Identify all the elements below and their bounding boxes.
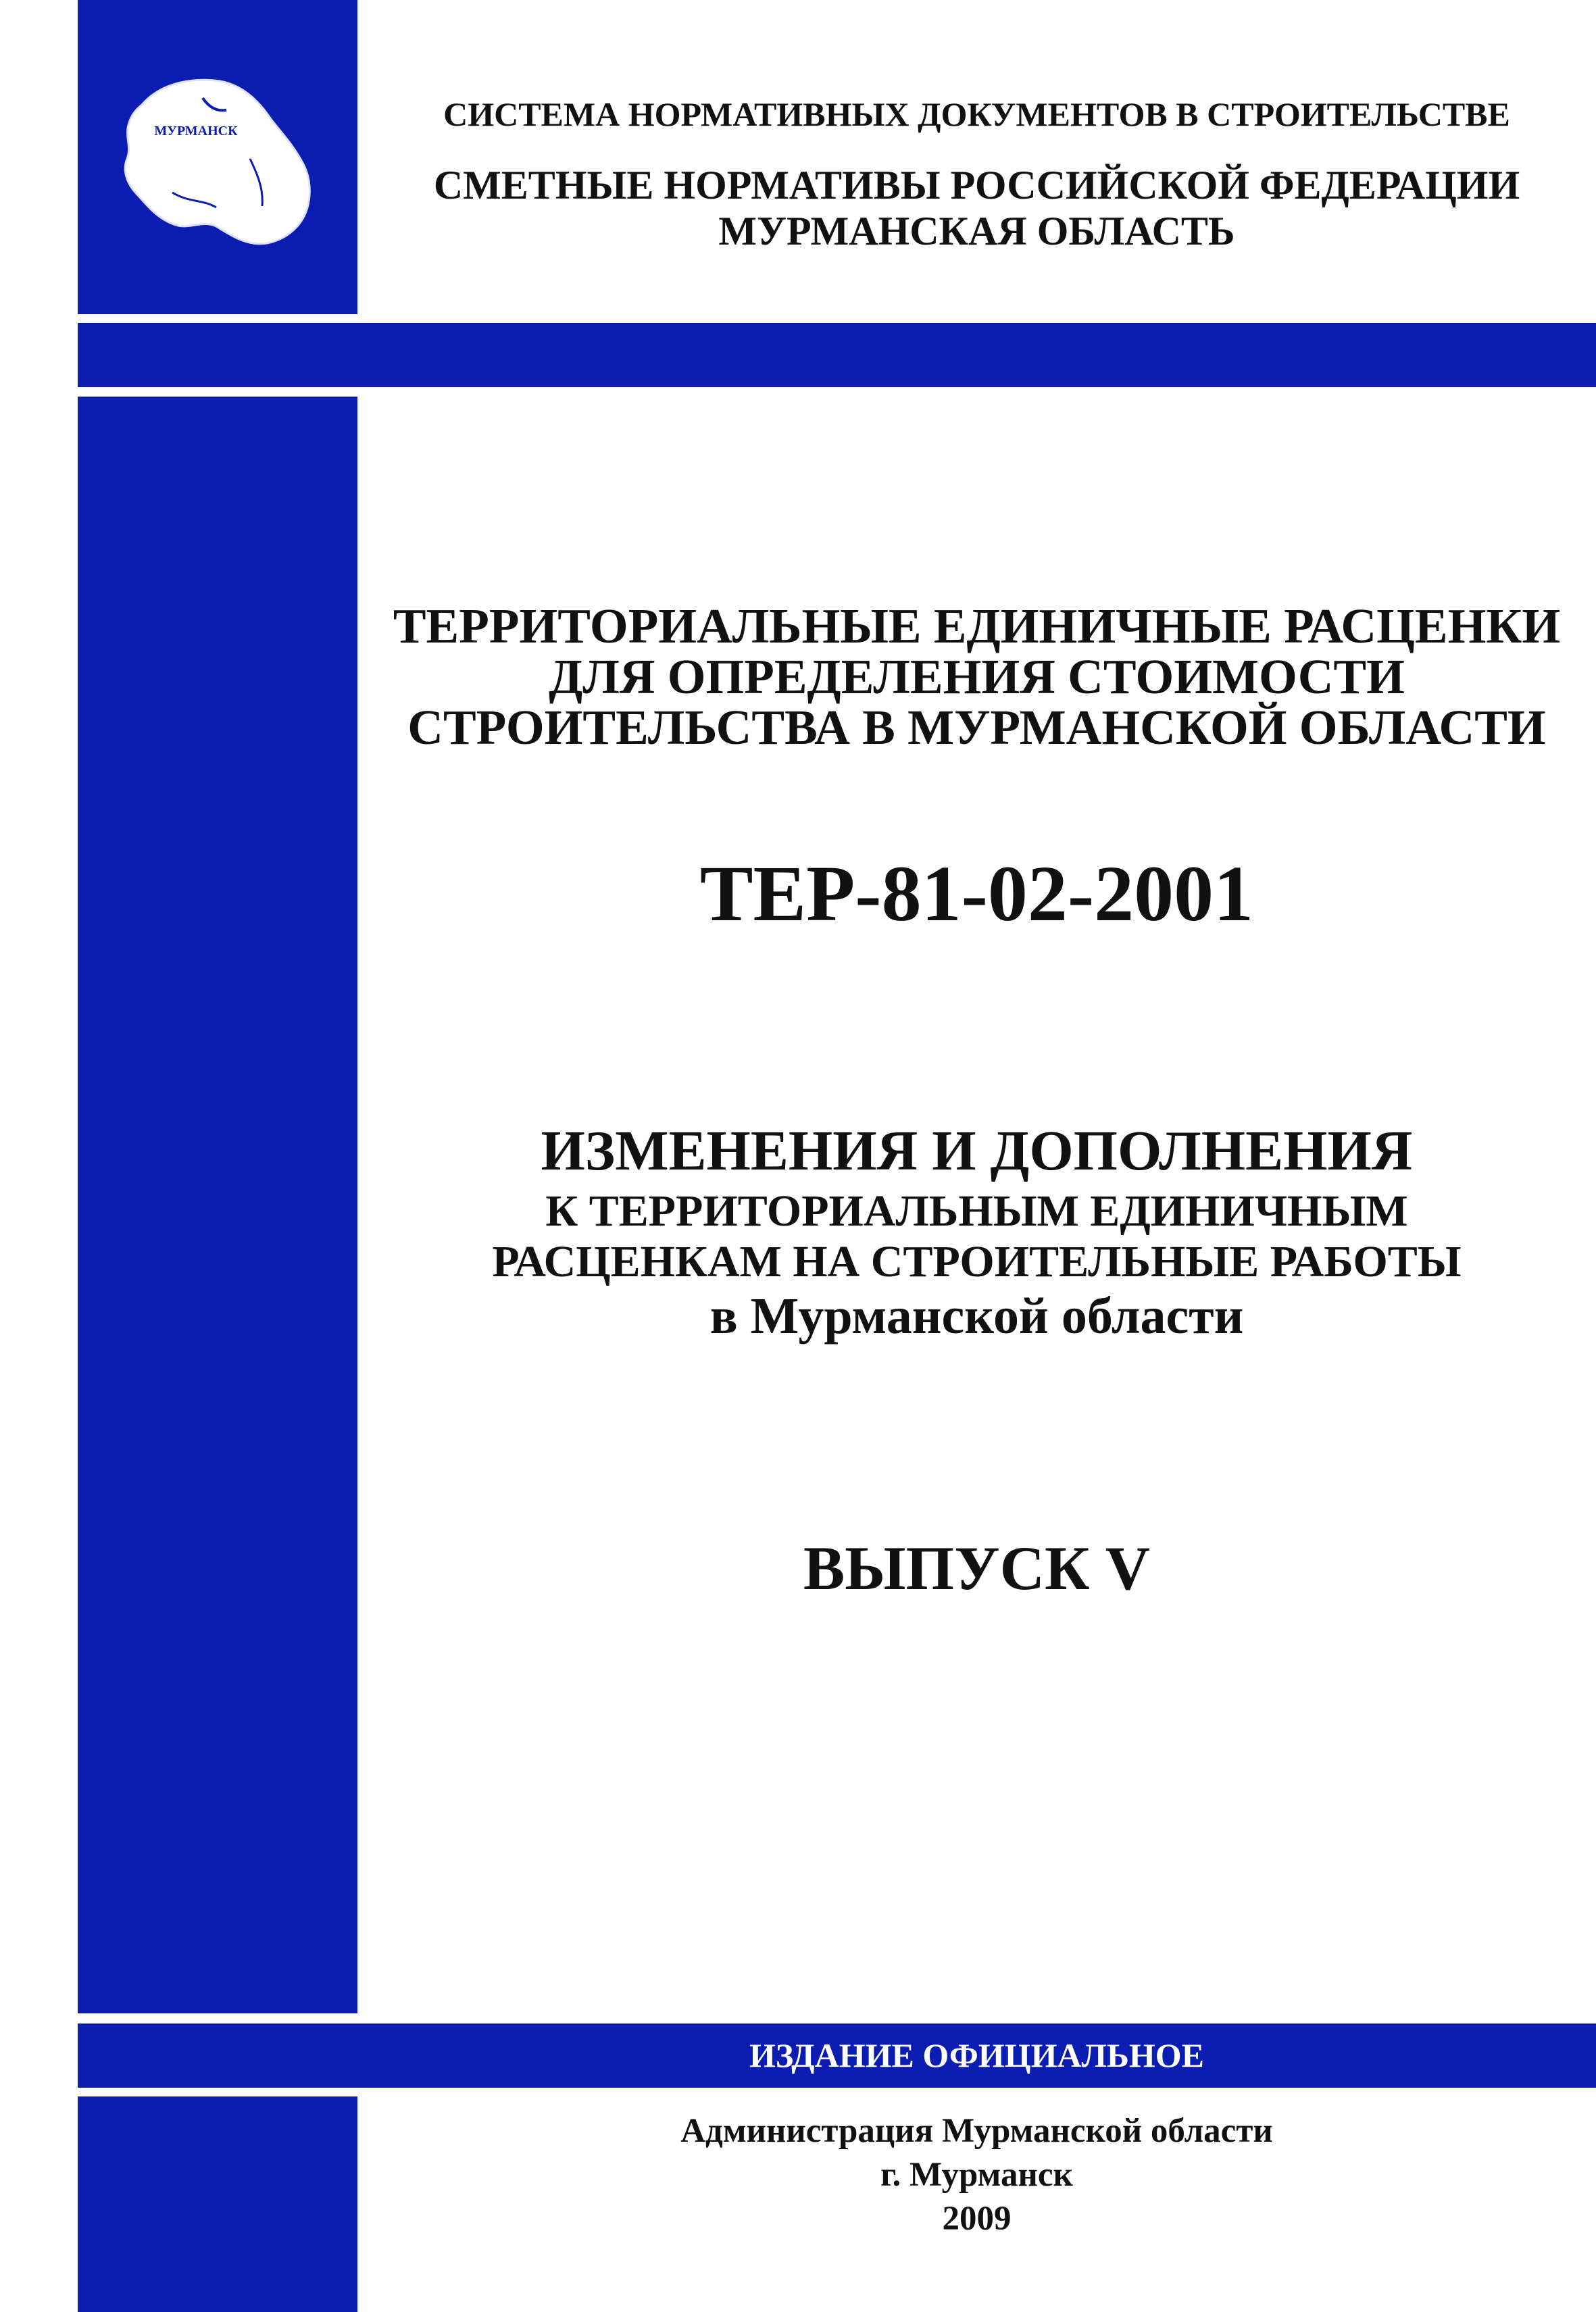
header-system: СИСТЕМА НОРМАТИВНЫХ ДОКУМЕНТОВ В СТРОИТЕЛЬСТВЕ (443, 95, 1510, 133)
header-line2: СМЕТНЫЕ НОРМАТИВЫ РОССИЙСКОЙ ФЕДЕРАЦИИ (433, 163, 1520, 207)
official-edition: ИЗДАНИЕ ОФИЦИАЛЬНОЕ (749, 2036, 1205, 2074)
header-line3: МУРМАНСКАЯ ОБЛАСТЬ (718, 209, 1235, 253)
top-band (78, 323, 1596, 387)
logo-label: МУРМАНСК (154, 124, 238, 139)
logo-block (78, 0, 357, 314)
publisher-city: г. Мурманск (880, 2156, 1073, 2194)
title-line2: ДЛЯ ОПРЕДЕЛЕНИЯ СТОИМОСТИ (549, 649, 1405, 704)
changes-line2: К ТЕРРИТОРИАЛЬНЫМ ЕДИНИЧНЫМ (545, 1186, 1408, 1236)
title-line3: СТРОИТЕЛЬСТВА В МУРМАНСКОЙ ОБЛАСТИ (407, 700, 1546, 755)
publisher-year: 2009 (942, 2200, 1012, 2238)
changes-line3: РАСЦЕНКАМ НА СТРОИТЕЛЬНЫЕ РАБОТЫ (492, 1237, 1462, 1286)
document-code: ТЕР-81-02-2001 (699, 849, 1254, 938)
publisher-org: Администрация Мурманской области (680, 2112, 1273, 2150)
changes-line4: в Мурманской области (709, 1288, 1244, 1345)
murmansk-region-map-icon (101, 57, 331, 260)
foot-stripe (78, 2096, 357, 2312)
title-line1: ТЕРРИТОРИАЛЬНЫЕ ЕДИНИЧНЫЕ РАСЦЕНКИ (393, 599, 1561, 653)
left-stripe (78, 397, 357, 2013)
changes-line1: ИЗМЕНЕНИЯ И ДОПОЛНЕНИЯ (541, 1120, 1413, 1182)
issue-number: ВЫПУСК V (803, 1534, 1151, 1603)
